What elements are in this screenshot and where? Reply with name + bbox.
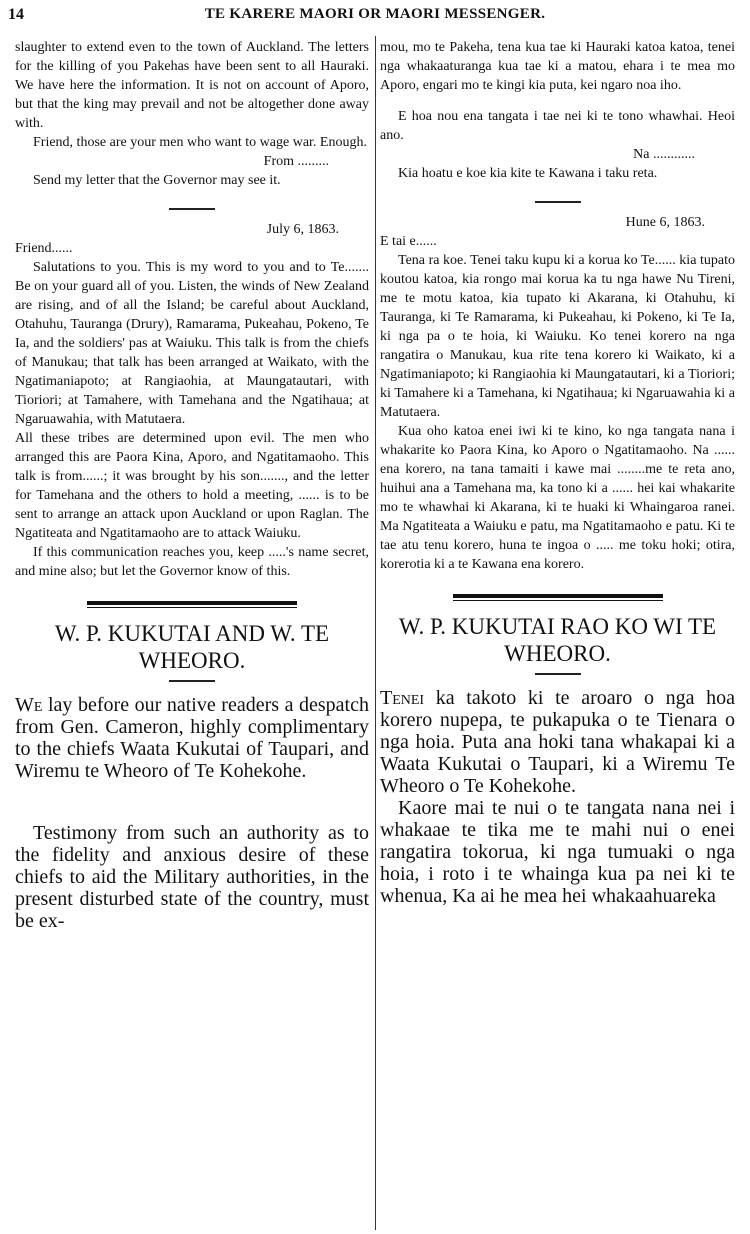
paragraph: Testimony from such an authority as to the fidelity and anxious desire of these chiefs to aid the Military authorities, in the present disturbed state of the country, must be ex- [15,822,369,932]
article-heading: W. P. KUKUTAI RAO KO WI TE WHEORO. [398,614,717,666]
column-divider [375,36,376,1230]
paragraph: Kaore mai te nui o te tangata nana nei i whakaae te tika me te mahi nui o enei rangatira tokorua, ki nga tumuaki o nga hoia, i roto i te whainga kua pa nei ki te whenua, Ka ai he mea hei whakaahuareka [380,797,735,907]
heavy-rule [453,594,663,598]
section-rule [169,208,215,210]
letter-date: July 6, 1863. [266,222,339,237]
lead-word: Tenei [380,687,425,709]
article-body [15,694,369,932]
thin-rule [87,607,297,608]
paragraph: If this communication reaches you, keep .....'s name secret, and mine also; but let the Governor know of this. [15,545,369,579]
salutation: E tai e...... [380,234,437,249]
section-rule [535,201,581,203]
page-number: 14 [8,6,24,23]
paragraph: mou, mo te Pakeha, tena kua tae ki Hauraki katoa katoa, tenei nga whakaaturanga kua tae ki a matou, ehara i te mea mo Aporo, engari mo te kingi kia puta, kei ngaro noa iho. [380,40,735,93]
paragraph: Kua oho katoa enei iwi ki te kino, ko nga tangata nana i whakarite ko Paora Kina, ko Aporo o Ngatitamaoho. Na ...... ena korero, na tana tamaiti i kawe mai ........me te reta ano, huihui ana a Tamehana ma, ka tono ki a ...... hei kai whakarite mo te whawhai ki Akarana, ki te huaki ki Whaingaroa ranei. Ma Ngatiteata a Waiuku e patu, ma Ngatitamaoho e patu. Ki te tae atu tenu korero, huna te ingoa o ..... me toku hoki; otira, korerotia ki a te Kawana ena korero. [380,424,735,572]
paragraph: Friend, those are your men who want to wage war. Enough. [33,135,367,150]
maori-column [380,38,735,907]
article-body [380,687,735,907]
english-column [15,38,369,932]
thin-rule [453,600,663,601]
salutation: Friend...... [15,241,73,256]
paragraph: lay before our native readers a despatch from Gen. Cameron, highly complimentary to the chiefs Waata Kukutai of Taupari, and Wiremu te Wheoro of Te Kohekohe. [15,694,369,782]
article-heading: W. P. KUKUTAI AND W. TE WHEORO. [54,621,330,673]
page-header [0,0,750,36]
paragraph: Send my letter that the Governor may see it. [33,173,281,188]
paragraph: ka takoto ki te aroaro o nga hoa korero nupepa, te pukapuka o te Tienara o nga hoia. Puta ana hoki tana whakapai ki a Waata Kukutai o Taupari, ki a Wiremu Te Wheoro o Te Kohekohe. [380,687,735,797]
heading-rule [169,680,215,682]
lead-word: We [15,694,43,716]
heading-rule [535,673,581,675]
paragraph: E hoa nou ena tangata i tae nei ki te tono whawhai. Heoi ano. [380,109,735,143]
paragraph: All these tribes are determined upon evil. The men who arranged this are Paora Kina, Aporo, and Ngatitamaoho. This talk is from......; it was brought by his son......., and the letter for Tamehana and the others to hold a meeting, ...... is to be sent to arrange an attack upon Auckland or upon Raglan. The Ngatiteata and Ngatitamaoho are to attack Waiuku. [15,431,369,541]
paragraph: slaughter to extend even to the town of Auckland. The letters for the killing of you Pakehas have been sent to all Hauraki. We have here the information. It is not on account of Aporo, but that the king may prevail and not be altogether done away with. [15,40,369,131]
letter-date: Hune 6, 1863. [625,215,705,230]
paragraph: Tena ra koe. Tenei taku kupu ki a korua ko Te...... kia tupato koutou katoa, kia rongo mai korua ka tu nga hawe Nu Tireni, me te motu katoa, kia tupato ki Akarana, ki Otahuhu, ki Tauranga, ki Te Ramarama, ki Pukeahau, ki Pokeno, ki Te Ia, ki nga pa o te hoia, ki Waiuku. Ko tenei korero na nga rangatira o Manukau, kua rite tena korero ki Waikato, ki a Ngatimaniapoto; ki Rangiaohia ki Maungatautari, ki a Tioriori; ki Tamahere ki a Tamehana, ki Ngatihaua; ki Ngaruawahia ki a Matutaera. [380,253,735,420]
signature-line: Na ............ [633,147,695,162]
paragraph: Kia hoatu e koe kia kite te Kawana i taku reta. [398,166,658,181]
heavy-rule [87,601,297,605]
signature-line: From ......... [263,154,329,169]
masthead-title: TE KARERE MAORI OR MAORI MESSENGER. [204,6,546,22]
paragraph: Salutations to you. This is my word to you and to Te....... Be on your guard all of you. Listen, the winds of New Zealand are rising, and of all the Island; be careful about Auckland, Otahuhu, Tauranga (Drury), Ramarama, Pukeahau, Pokeno, Te Ia, and the soldiers' pas at Waiuku. This talk is from the chiefs of Manukau; that talk has been arranged at Waikato, with the Ngatimaniapoto; at Rangiaohia, at Maungatautari, with Tioriori; at Tamahere, with Tamehana and the Ngatihaua; at Ngaruawahia, with Matutaera. [15,260,369,427]
